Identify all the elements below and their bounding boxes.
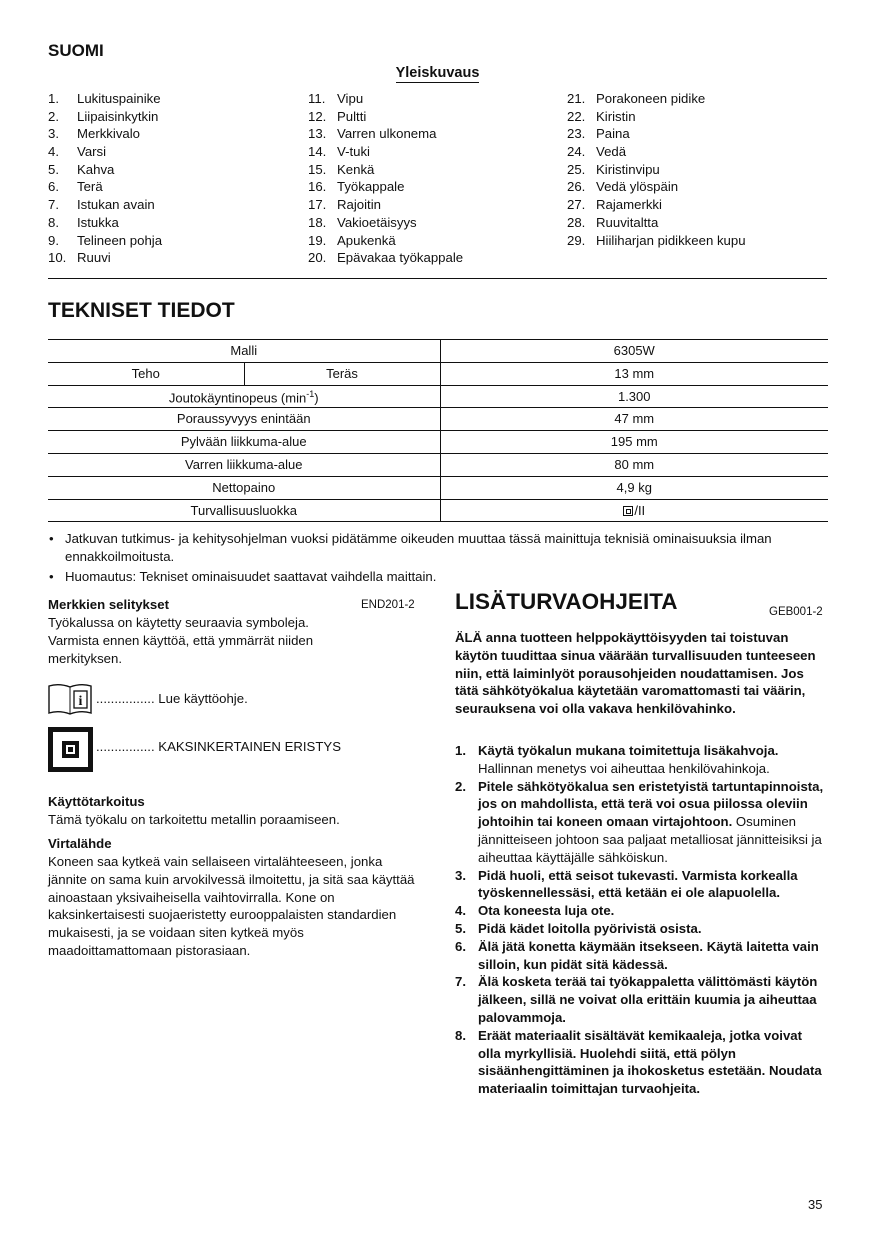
spec-notes xyxy=(48,530,828,587)
list-item: 27. Rajamerkki xyxy=(567,197,662,213)
spec-value: 4,9 kg xyxy=(440,476,828,499)
spec-value: 13 mm xyxy=(440,362,828,385)
table-row xyxy=(48,408,828,431)
list-item: • Huomautus: Tekniset ominaisuudet saattavat vaihdella maittain. xyxy=(48,568,828,586)
list-item: 8. Eräät materiaalit sisältävät kemikaaleja, jotka voivat olla myrkyllisiä. Huolehdi siitä, että pölyn sisäänhengittäminen ja ihokosketus estetään. Noudata materiaalin toimittajan turvaohjeita. xyxy=(455,1027,822,1097)
list-item: 5. Kahva xyxy=(48,161,115,177)
list-item: 22. Kiristin xyxy=(567,108,636,124)
table-row xyxy=(48,362,828,385)
list-item: 6. Älä jätä konetta käymään itsekseen. Käytä laitetta vain silloin, kun pidät sitä kädessä. xyxy=(455,938,819,972)
spec-label: Malli xyxy=(48,340,440,363)
list-item: 24. Vedä xyxy=(567,144,627,160)
specs-title: TEKNISET TIEDOT xyxy=(48,299,235,322)
safety-title: LISÄTURVAOHJEITA xyxy=(455,589,678,614)
list-item: 4. Ota koneesta luja ote. xyxy=(455,903,615,919)
list-item: 20. Epävakaa työkappale xyxy=(308,250,464,266)
spec-label: Varren liikkuma-alue xyxy=(48,453,440,476)
safety-code: GEB001-2 xyxy=(769,606,823,618)
list-item: 9. Telineen pohja xyxy=(48,232,163,248)
list-item: 13. Varren ulkonema xyxy=(308,126,437,142)
list-item: 15. Kenkä xyxy=(308,161,375,177)
intended-use-text: Tämä työkalu on tarkoitettu metallin poraamiseen. xyxy=(48,812,340,827)
list-item: 23. Paina xyxy=(567,126,630,142)
list-item: 2. Liipaisinkytkin xyxy=(48,108,159,124)
spec-label: Joutokäyntinopeus $(\min^{-1})$ xyxy=(48,385,440,408)
safety-list xyxy=(455,742,827,1098)
section-divider xyxy=(48,278,827,279)
svg-text:i: i xyxy=(78,694,83,709)
table-row xyxy=(48,385,828,408)
list-item: 12. Pultti xyxy=(308,108,367,124)
spec-value: 80 mm xyxy=(440,453,828,476)
list-item: 25. Kiristinvipu xyxy=(567,161,660,177)
parts-list-col3 xyxy=(567,90,746,249)
list-item: 16. Työkappale xyxy=(308,179,405,195)
spec-value: 195 mm xyxy=(440,431,828,454)
overview-title xyxy=(0,65,875,83)
spec-label: Nettopaino xyxy=(48,476,440,499)
spec-value: 47 mm xyxy=(440,408,828,431)
double-insulation-icon xyxy=(48,727,93,772)
list-item: 19. Apukenkä xyxy=(308,232,396,248)
table-row xyxy=(48,340,828,363)
spec-value: /II xyxy=(440,499,828,522)
list-item: 10. Ruuvi xyxy=(48,250,111,266)
specs-table xyxy=(48,339,828,522)
symbols-title: Merkkien selitykset xyxy=(48,597,169,612)
intended-use-title: Käyttötarkoitus xyxy=(48,794,145,809)
list-item: 21. Porakoneen pidike xyxy=(567,91,706,106)
double-insulation-icon xyxy=(623,506,633,516)
safety-intro: ÄLÄ anna tuotteen helppokäyttöisyyden tai toistuvan käytön tuudittaa sinua väärään turvallisuuden tunteeseen niin, että laiminlyöt porausohjeiden noudattamisen. Jos tätä sähkötyökalua käytetään varomattomasti tai väärin, seurauksena voi olla vakava henkilövahinko. xyxy=(455,630,816,717)
table-row xyxy=(48,499,828,522)
symbols-code: END201-2 xyxy=(361,599,415,611)
list-item: 18. Vakioetäisyys xyxy=(308,214,417,230)
spec-value: 1.300 xyxy=(440,385,828,408)
list-item: 5. Pidä kädet loitolla pyörivistä osista. xyxy=(455,920,702,936)
spec-value: 6305W xyxy=(440,340,828,363)
list-item: 7. Istukan avain xyxy=(48,197,155,213)
power-supply-title: Virtalähde xyxy=(48,836,112,851)
parts-list-col1 xyxy=(48,90,162,267)
list-item: 17. Rajoitin xyxy=(308,197,381,213)
spec-label: Teho xyxy=(48,362,244,385)
parts-list-col2 xyxy=(308,90,463,267)
read-manual-label: ................ Lue käyttöohje. xyxy=(96,691,248,706)
page-number: 35 xyxy=(808,1197,823,1212)
list-item: 1. Lukituspainike xyxy=(48,91,161,106)
list-item: 29. Hiiliharjan pidikkeen kupu xyxy=(567,232,746,248)
double-insulation-label: ................ KAKSINKERTAINEN ERISTYS xyxy=(96,739,342,754)
language-heading: SUOMI xyxy=(48,41,104,60)
list-item: 11. Vipu xyxy=(308,91,364,106)
list-item: 26. Vedä ylöspäin xyxy=(567,179,679,195)
list-item: 7. Älä kosketa terää tai työkappaletta välittömästi käytön jälkeen, sillä ne voivat olla erittäin kuumia ja aiheuttaa palovammoja. xyxy=(455,974,818,1025)
spec-label: Turvallisuusluokka xyxy=(48,499,440,522)
read-manual-icon xyxy=(48,683,92,715)
list-item: 3. Pidä huoli, että seisot tukevasti. Varmista korkealla työskennellessäsi, että ketään ei ole alapuolella. xyxy=(455,867,798,901)
table-row xyxy=(48,476,828,499)
list-item: 1. Käytä työkalun mukana toimitettuja lisäkahvoja. Hallinnan menetys voi aiheuttaa henkilövahinkoja. xyxy=(455,743,779,776)
symbols-intro: Työkalussa on käytetty seuraavia symboleja. Varmista ennen käyttöä, että ymmärrät niiden merkityksen. xyxy=(48,615,314,666)
table-row xyxy=(48,453,828,476)
list-item: 2. Pitele sähkötyökalua sen eristetyistä tartuntapinnoista, jos on mahdollista, että terä voi osua piilossa oleviin johtoihin tai koneen omaan virtajohtoon. Osuminen jännitteiseen johtoon saa paljaat metalliosat jännitteisiksi ja aiheuttaa käyttäjälle sähköiskun. xyxy=(455,778,824,865)
table-row xyxy=(48,431,828,454)
list-item: 6. Terä xyxy=(48,179,103,195)
list-item: 3. Merkkivalo xyxy=(48,126,141,142)
list-item: 4. Varsi xyxy=(48,144,107,160)
list-item: 8. Istukka xyxy=(48,214,119,230)
spec-sublabel: Teräs xyxy=(244,362,440,385)
power-supply-text: Koneen saa kytkeä vain sellaiseen virtalähteeseen, jonka jännite on sama kuin arvokilvessä ilmoitettu, ja sitä saa käyttää ainoastaan yksivaiheisella vaihtovirralla. Kone on kaksinkertaisesti suojaeristetty eurooppalaisten standardien mukaisesti, ja se voidaan siten kytkeä myös maadoittamattomaan pistorasiaan. xyxy=(48,854,415,958)
overview-title-text: Yleiskuvaus xyxy=(395,65,480,81)
list-item: • Jatkuvan tutkimus- ja kehitysohjelman vuoksi pidätämme oikeuden muuttaa tässä mainittuja teknisiä ominaisuuksia ilman ennakkoilmoitusta. xyxy=(48,530,828,566)
spec-label: Pylvään liikkuma-alue xyxy=(48,431,440,454)
list-item: 28. Ruuvitaltta xyxy=(567,214,659,230)
spec-label: Poraussyvyys enintään xyxy=(48,408,440,431)
list-item: 14. V-tuki xyxy=(308,144,370,160)
